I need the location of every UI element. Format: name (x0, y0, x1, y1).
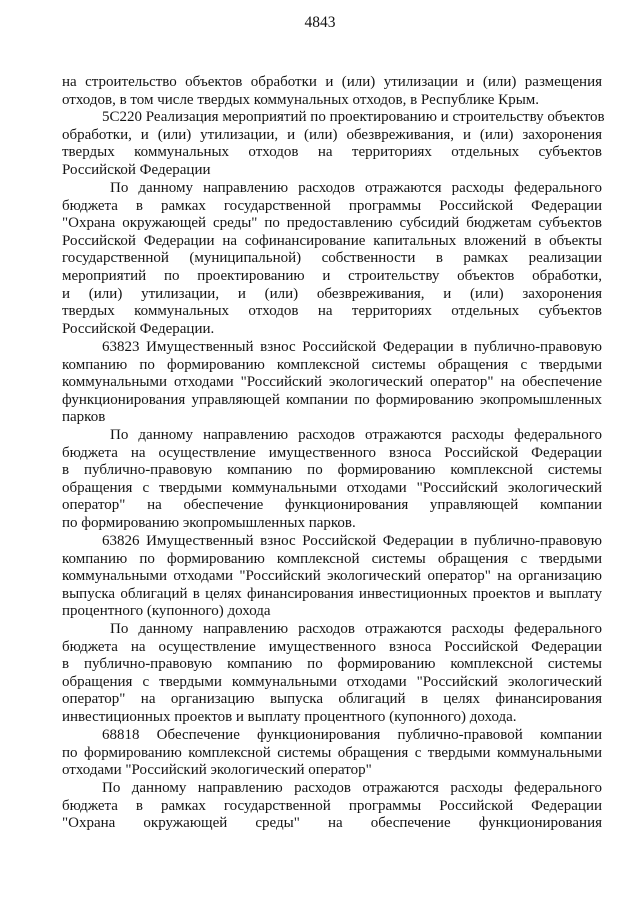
code-heading-68818 (62, 727, 602, 780)
text-line: выпуска облигаций в целях финансирования инвестиционных проектов и выплату (62, 585, 602, 602)
text-line: обработки, и (или) утилизации, и (или) обезвреживания, и (или) захоронения (62, 126, 602, 143)
text-line: процентного (купонного) дохода (62, 603, 271, 620)
text-line: отходов, в том числе твердых коммунальных отходов, в Республике Крым. (62, 91, 540, 108)
text-line: инвестиционных проектов и выплату процентного (купонного) дохода. (62, 708, 517, 725)
text-line: обращения с твердыми коммунальными отходами "Российский экологический (62, 479, 602, 496)
text-line: государственной (муниципальной) собственности в рамках реализации (62, 250, 602, 267)
text-line: По данному направлению расходов отражаются расходы федерального (102, 780, 602, 796)
text-line: По данному направлению расходов отражаются расходы федерального (110, 621, 602, 637)
paragraph-5c220-description (62, 180, 602, 338)
text-line: твердых коммунальных отходов на территориях отдельных субъектов (62, 144, 602, 161)
text-line: по формированию комплексной системы обращения с твердыми коммунальными (62, 744, 602, 761)
paragraph-continuation (62, 74, 602, 109)
text-line: 68818 Обеспечение функционирования публично-правовой компании (102, 727, 602, 743)
text-line: отходами "Российский экологический оператор" (62, 762, 372, 779)
paragraph-63826-description (62, 621, 602, 727)
text-line: По данному направлению расходов отражаются расходы федерального (110, 427, 602, 443)
text-line: в публично-правовую компанию по формированию комплексной системы (62, 656, 602, 673)
text-line: 63823 Имущественный взнос Российской Федерации в публично-правовую (102, 339, 602, 355)
text-line: по формированию экопромышленных парков. (62, 514, 356, 531)
paragraph-68818-description (62, 780, 602, 833)
text-line: бюджета в рамках государственной программы Российской Федерации (62, 197, 602, 214)
paragraph-63823-description (62, 427, 602, 533)
code-heading-5c220 (62, 109, 605, 179)
text-line: Российской Федерации на софинансирование капитальных вложений в объекты (62, 232, 602, 249)
text-line: бюджета в рамках государственной программы Российской Федерации (62, 797, 602, 814)
text-line: компанию по формированию комплексной системы обращения с твердыми (62, 550, 602, 567)
text-line: в публично-правовую компанию по формированию комплексной системы (62, 462, 602, 479)
text-line: По данному направлению расходов отражаются расходы федерального (110, 180, 602, 196)
text-line: коммунальными отходами "Российский экологический оператор" на обеспечение (62, 374, 602, 391)
text-line: функционирования управляющей компании по формированию экопромышленных (62, 391, 602, 408)
text-line: твердых коммунальных отходов на территориях отдельных субъектов (62, 303, 602, 320)
text-line: оператор" на обеспечение функционирования управляющей компании (62, 497, 602, 514)
text-line: 5С220 Реализация мероприятий по проектированию и строительству объектов (102, 109, 605, 125)
text-line: коммунальными отходами "Российский экологический оператор" на организацию (62, 568, 602, 585)
text-line: парков (62, 409, 106, 426)
text-line: Российской Федерации. (62, 320, 215, 337)
text-line: "Охрана окружающей среды" по предоставлению субсидий бюджетам субъектов (62, 215, 602, 232)
text-line: оператор" на организацию выпуска облигаций в целях финансирования (62, 691, 602, 708)
text-line: 63826 Имущественный взнос Российской Федерации в публично-правовую (102, 533, 602, 549)
text-line: Российской Федерации (62, 161, 211, 178)
text-line: компанию по формированию комплексной системы обращения с твердыми (62, 356, 602, 373)
code-heading-63823 (62, 339, 602, 427)
text-line: "Охрана окружающей среды" на обеспечение функционирования (62, 815, 602, 832)
text-line: мероприятий по проектированию и строительству объектов обработки, (62, 267, 602, 284)
text-line: обращения с твердыми коммунальными отходами "Российский экологический (62, 673, 602, 690)
page-number: 4843 (304, 14, 336, 31)
text-line: на строительство объектов обработки и (или) утилизации и (или) размещения (62, 74, 602, 90)
text-line: и (или) утилизации, и (или) обезвреживания, и (или) захоронения (62, 285, 602, 302)
text-line: бюджета на осуществление имущественного взноса Российской Федерации (62, 638, 602, 655)
code-heading-63826 (62, 533, 602, 621)
text-line: бюджета на осуществление имущественного взноса Российской Федерации (62, 444, 602, 461)
